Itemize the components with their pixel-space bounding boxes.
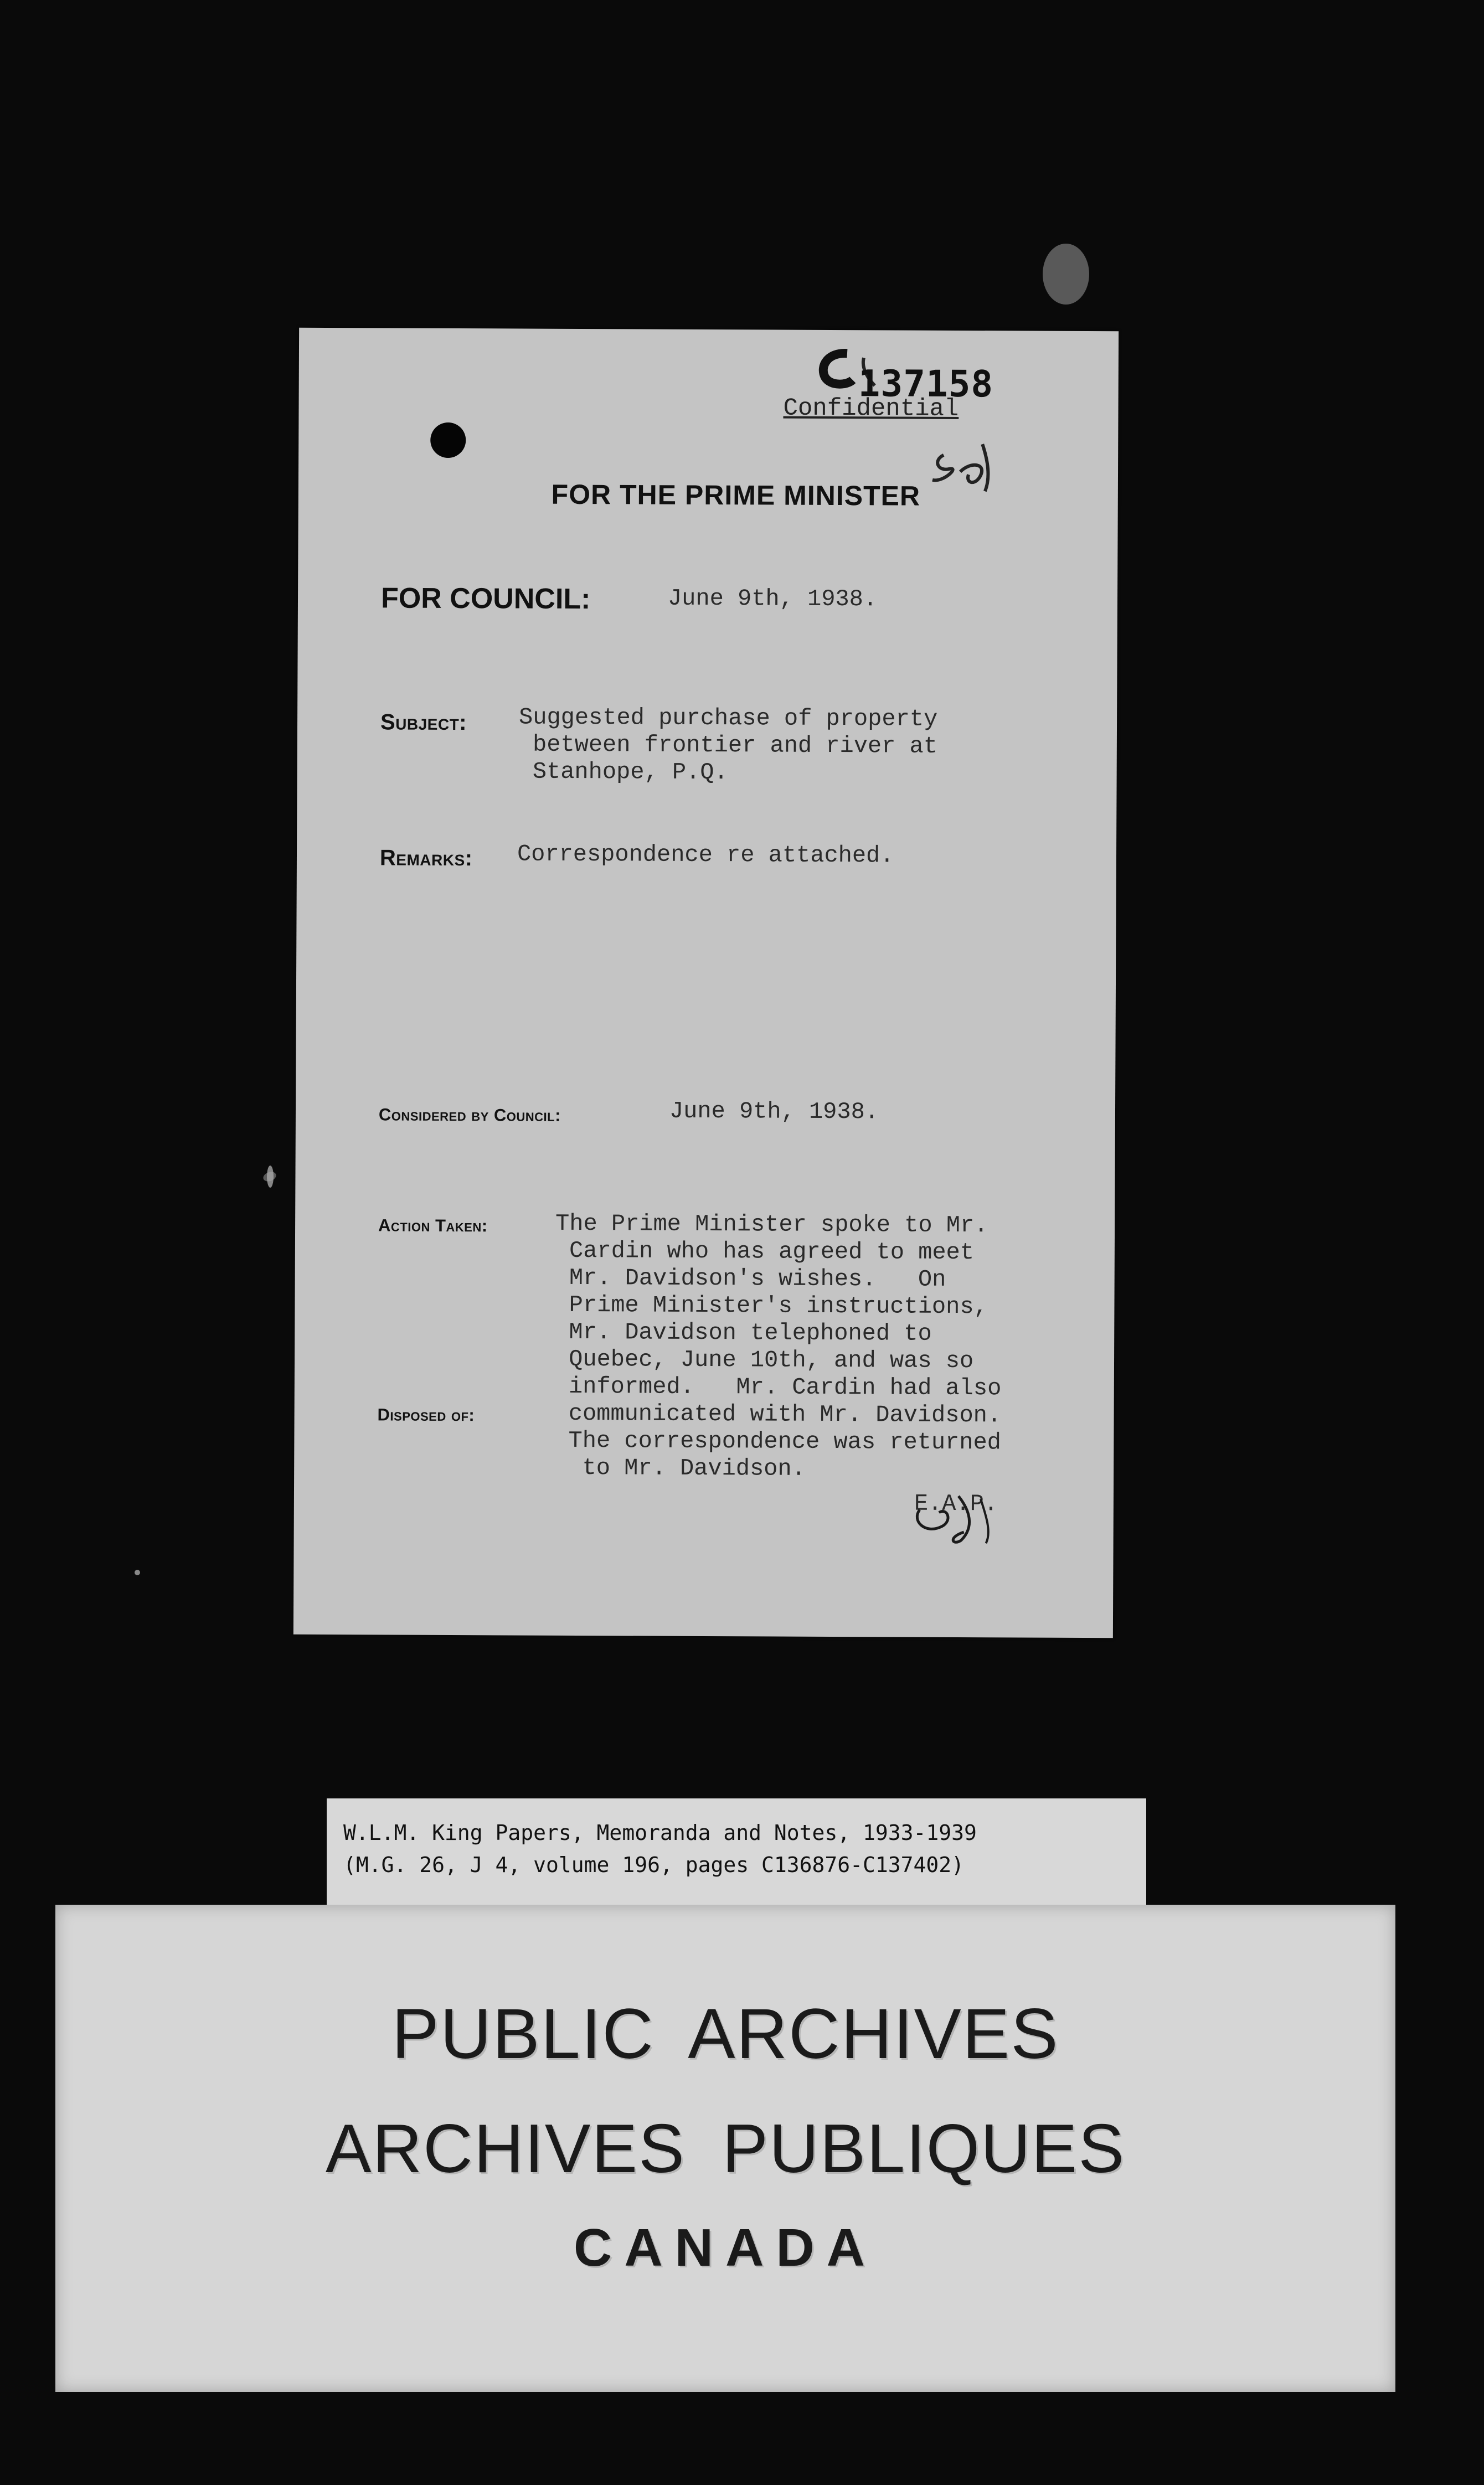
action-line-2: Cardin who has agreed to meet bbox=[555, 1237, 975, 1266]
action-line-6: Quebec, June 10th, and was so bbox=[554, 1345, 974, 1375]
action-line-10: to Mr. Davidson. bbox=[554, 1454, 806, 1482]
subject-line-1: Suggested purchase of property bbox=[518, 704, 938, 733]
for-council-label: FOR COUNCIL: bbox=[380, 582, 591, 616]
action-line-8: communicated with Mr. Davidson. bbox=[554, 1400, 1002, 1429]
reference-line-2: (M.G. 26, J 4, volume 196, pages C136876-C137402) bbox=[343, 1853, 965, 1877]
action-line-1: The Prime Minister spoke to Mr. bbox=[555, 1210, 988, 1239]
document-number: 137158 bbox=[858, 362, 994, 406]
banner-public-archives: PUBLIC ARCHIVES bbox=[391, 1994, 1059, 2074]
reference-line-1: W.L.M. King Papers, Memoranda and Notes, 1933-1939 bbox=[343, 1821, 977, 1845]
handwritten-signature bbox=[909, 1488, 1025, 1549]
action-line-9: The correspondence was returned bbox=[554, 1427, 1002, 1456]
for-council-date: June 9th, 1938. bbox=[667, 585, 878, 613]
action-taken-label: Action Taken: bbox=[378, 1215, 488, 1236]
banner-canada: CANADA bbox=[574, 2218, 877, 2277]
action-line-5: Mr. Davidson telephoned to bbox=[555, 1318, 932, 1347]
reference-strip bbox=[327, 1798, 1146, 1906]
subject-line-2: between frontier and river at bbox=[518, 731, 938, 760]
considered-date: June 9th, 1938. bbox=[669, 1097, 879, 1126]
banner-archives-publiques: ARCHIVES PUBLIQUES bbox=[325, 2111, 1126, 2187]
memo-heading: FOR THE PRIME MINISTER bbox=[551, 478, 921, 512]
subject-label: Subject: bbox=[380, 710, 467, 735]
action-line-7: informed. Mr. Cardin had also bbox=[554, 1373, 1002, 1402]
disposed-of-label: Disposed of: bbox=[377, 1405, 475, 1425]
considered-label: Considered by Council: bbox=[378, 1105, 561, 1125]
remarks-label: Remarks: bbox=[379, 845, 473, 871]
subject-line-3: Stanhope, P.Q. bbox=[518, 758, 728, 786]
action-line-3: Mr. Davidson's wishes. On bbox=[555, 1264, 946, 1293]
memo-card bbox=[293, 328, 1119, 1638]
action-line-4: Prime Minister's instructions, bbox=[555, 1291, 988, 1321]
remarks-value: Correspondence re attached. bbox=[517, 841, 894, 869]
confidential-label: Confidential bbox=[783, 394, 959, 423]
signature-initials: E.A.P. bbox=[914, 1490, 998, 1518]
punch-hole bbox=[430, 422, 466, 458]
archives-banner bbox=[55, 1905, 1395, 2392]
